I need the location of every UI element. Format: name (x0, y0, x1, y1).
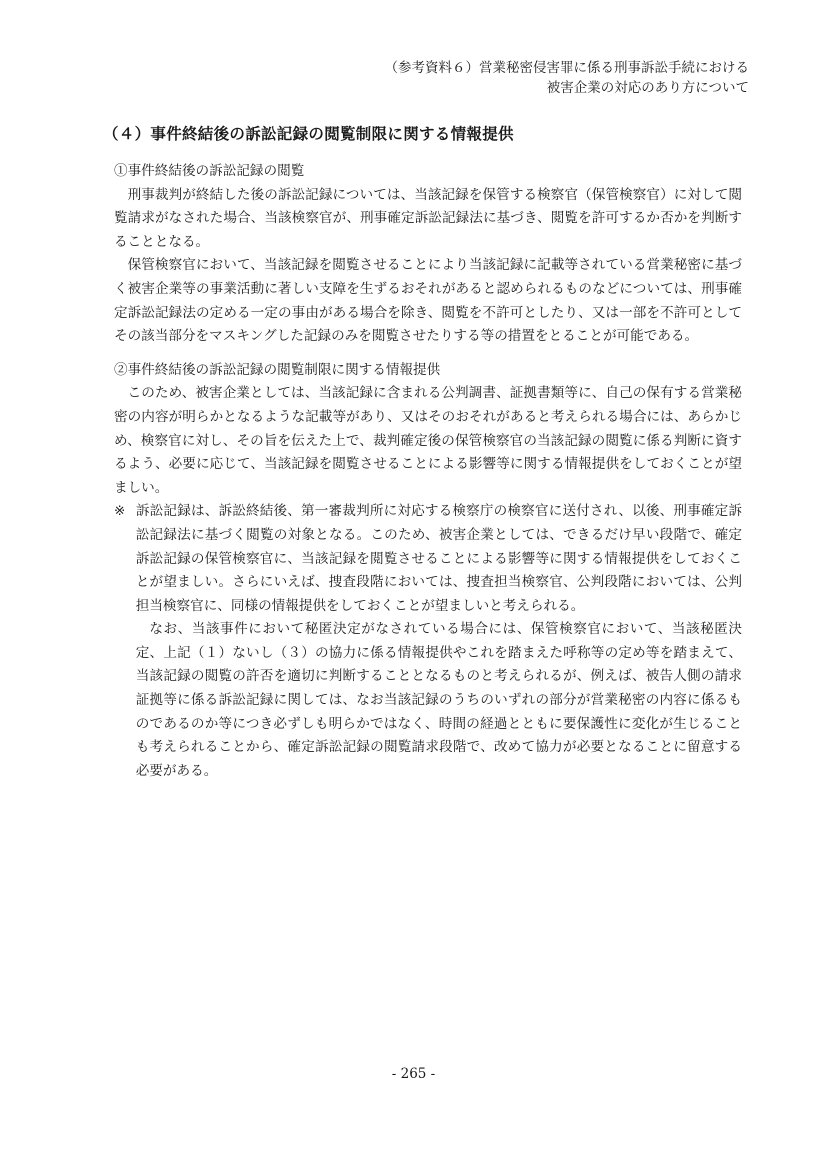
paragraph: 刑事裁判が終結した後の訴訟記録については、当該記録を保管する検察官（保管検察官）に対して閲覧請求がなされた場合、当該検察官が、刑事確定訴訟記録法に基づき、閲覧を許可するか否かを判断することとなる。 (114, 186, 742, 250)
note-text: 訴訟記録は、訴訟終結後、第一審裁判所に対応する検察庁の検察官に送付され、以後、刑事確定訴訟記録法に基づく閲覧の対象となる。このため、被害企業としては、できるだけ早い段階で、確定訴訟記録の保管検察官に、当該記録を閲覧させることによる影響等に関する情報提供をしておくことが望ましい。さらにいえば、捜査段階においては、捜査担当検察官、公判段階においては、公判担当検察官に、同様の情報提供をしておくことが望ましいと考えられる。 (135, 503, 742, 614)
note-mark: ※ (114, 503, 126, 520)
note-paragraph (114, 500, 742, 618)
header-line-1: （参考資料６）営業秘密侵害罪に係る刑事訴訟手続における (384, 60, 749, 76)
document-body (114, 160, 742, 783)
note-paragraph-continued: なお、当該事件において秘匿決定がなされている場合には、保管検察官において、当該秘匿決定、上記（１）ないし（３）の協力に係る情報提供やこれを踏まえた呼称等の定め等を踏まえて、当該記録の閲覧の許否を適切に判断することとなるものと考えられるが、例えば、被告人側の請求証拠等に係る訴訟記録に関しては、なお当該記録のうちのいずれの部分が営業秘密の内容に係るものであるのか等につき必ずしも明らかではなく、時間の経過とともに要保護性に変化が生じることも考えられることから、確定訴訟記録の閲覧請求段階で、改めて協力が必要となることに留意する必要がある。 (135, 621, 742, 779)
document-header (385, 58, 750, 98)
page-number: - 265 - (391, 1066, 436, 1082)
paragraph: このため、被害企業としては、当該記録に含まれる公判調書、証拠書類等に、自己の保有する営業秘密の内容が明らかとなるような記載等があり、又はそのおそれがあると考えられる場合には、あらかじめ、検察官に対し、その旨を伝えた上で、裁判確定後の保管検察官の当該記録の閲覧に係る判断に資するよう、必要に応じて、当該記録を閲覧させることによる影響等に関する情報提供をしておくことが望ましい。 (114, 385, 742, 496)
paragraph: 保管検察官において、当該記録を閲覧させることにより当該記録に記載等されている営業秘密に基づく被害企業等の事業活動に著しい支障を生ずるおそれがあると認められるものなどについては、刑事確定訴訟記録法の定める一定の事由がある場合を除き、閲覧を不許可としたり、又は一部を不許可としてその該当部分をマスキングした記録のみを閲覧させたりする等の措置をとることが可能である。 (114, 257, 742, 345)
header-line-2: 被害企業の対応のあり方について (546, 80, 749, 96)
section-title: （４）事件終結後の訴訟記録の閲覧制限に関する情報提供 (103, 125, 514, 143)
subsection-heading-2: ②事件終結後の訴訟記録の閲覧制限に関する情報提供 (114, 361, 441, 378)
subsection-heading-1: ①事件終結後の訴訟記録の閲覧 (114, 163, 305, 179)
